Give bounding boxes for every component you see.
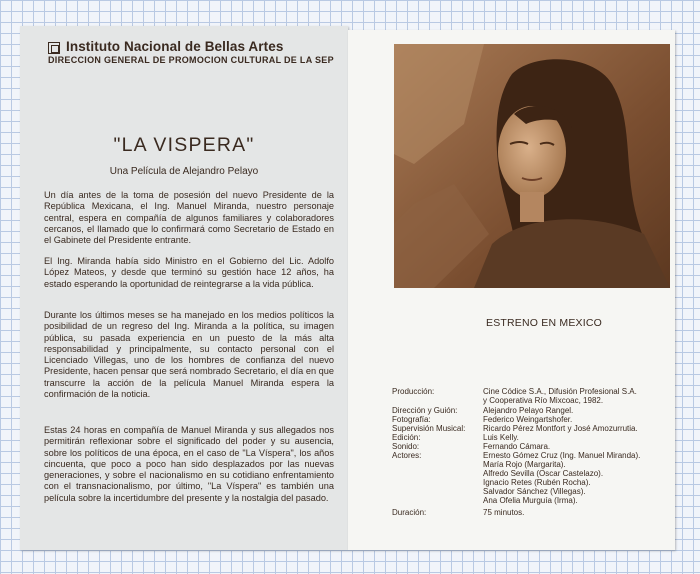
film-title: "LA VISPERA" [113, 134, 255, 156]
credit-value-sonido: Fernando Cámara. [483, 442, 551, 451]
synopsis-paragraph: Durante los últimos meses se ha manejado en los medios políticos la posibilidad de un regreso del Ing. Miranda a la política, su imagen pública, su pasada experiencia en un puesto de la más alta responsabilidad y principalmente, su contacto personal con el Licenciado Villegas, uno de los hombres de confianza del nuevo Presidente, hacen pensar que será nombrado Secretario, el día en que transcurre la acción de la película Manuel Miranda espera la confirmación de la noticia. [44, 310, 334, 400]
credit-value-edicion: Luis Kelly. [483, 433, 519, 442]
actor-item: Ana Ofelia Murguía (Irma). [483, 496, 578, 505]
credit-value-produccion: Cine Códice S.A., Difusión Profesional S.A. [483, 387, 637, 396]
actor-item: Salvador Sánchez (Villegas). [483, 487, 586, 496]
credit-label-edicion: Edición: [392, 433, 421, 442]
credit-value-fotografia: Federico Weingartshofer. [483, 415, 573, 424]
credit-label-supervision: Supervisión Musical: [392, 424, 466, 433]
institution-name: Instituto Nacional de Bellas Artes [66, 39, 284, 54]
synopsis-paragraph: Estas 24 horas en compañía de Manuel Miranda y sus allegados nos permitirán reflexionar sobre el significado del poder y su ausencia, sobre los políticos de una época, en el caso de "La Víspera", los años cincuenta, que poco a poco han sido desplazados por las nuevas generaciones, y sobre el nacionalismo en su cotidiano enfrentamiento con el transnacionalismo, por último, "La Víspera" es también una película sobre la incertidumbre del presente y la nostalgia del pasado. [44, 425, 334, 503]
credit-label-produccion: Producción: [392, 387, 435, 396]
actor-item: María Rojo (Margarita). [483, 460, 566, 469]
actor-item: Alfredo Sevilla (Oscar Castelazo). [483, 469, 604, 478]
credit-label-direccion: Dirección y Guión: [392, 406, 458, 415]
actor-item: Ignacio Retes (Rubén Rocha). [483, 478, 591, 487]
direction-name: DIRECCION GENERAL DE PROMOCION CULTURAL DE LA SEP [48, 55, 334, 65]
credit-value-duracion: 75 minutos. [483, 508, 525, 517]
credit-value-supervision: Ricardo Pérez Montfort y José Amozurrutia. [483, 424, 638, 433]
credit-label-sonido: Sonido: [392, 442, 420, 451]
premiere-heading: ESTRENO EN MEXICO [486, 317, 602, 329]
film-still-photo [394, 44, 670, 288]
credit-label-fotografia: Fotografía: [392, 415, 431, 424]
credit-value-direccion: Alejandro Pelayo Rangel. [483, 406, 574, 415]
synopsis-paragraph: Un día antes de la toma de posesión del nuevo Presidente de la República Mexicana, el Ing. Manuel Miranda, nuestro personaje central, espera en compañía de algunos familiares y colaboradores cercanos, el llamado que lo confirmará como Secretario de Estado en el Gabinete del Presidente entrante. [44, 190, 334, 246]
credit-value-produccion: y Cooperativa Río Mixcoac, 1982. [483, 396, 604, 405]
film-subtitle: Una Película de Alejandro Pelayo [109, 166, 259, 177]
credit-label-duracion: Duración: [392, 508, 427, 517]
synopsis-paragraph: El Ing. Miranda había sido Ministro en el Gobierno del Lic. Adolfo López Mateos, y desde que terminó su gestión hace 12 años, ha estado esperando la oportunidad de reintegrarse a la vida pública. [44, 256, 334, 289]
actor-item: Ernesto Gómez Cruz (Ing. Manuel Miranda). [483, 451, 641, 460]
credit-label-actores: Actores: [392, 451, 422, 460]
inba-logo-icon [48, 42, 60, 54]
